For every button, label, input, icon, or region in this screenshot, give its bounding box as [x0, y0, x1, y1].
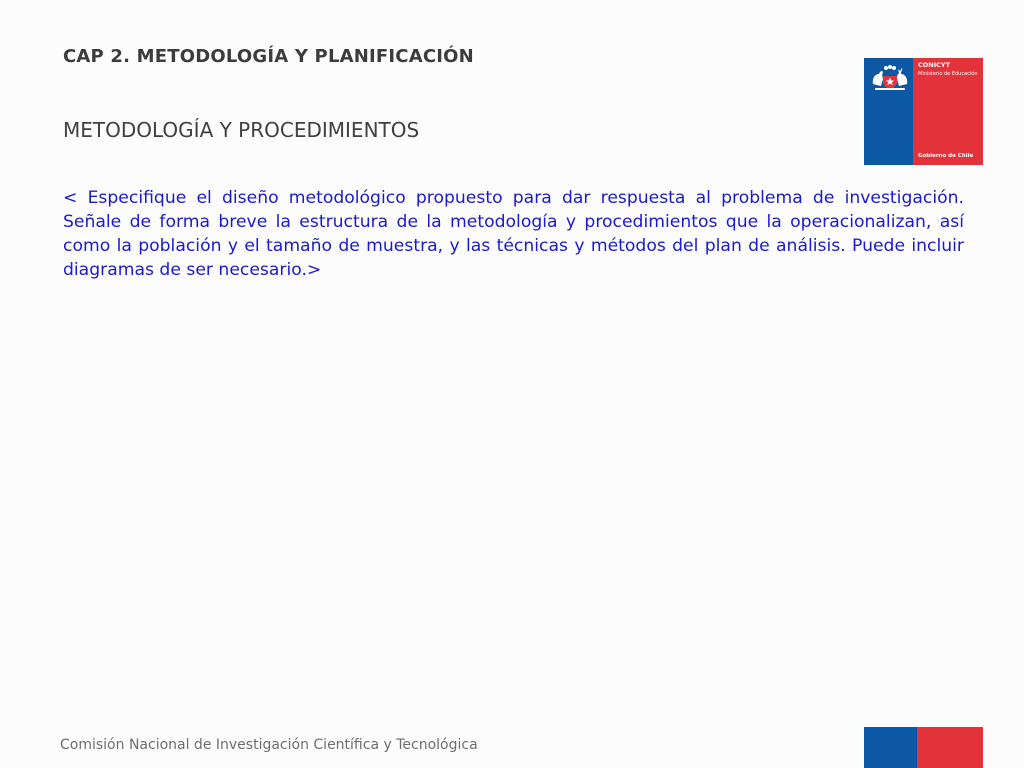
instruction-paragraph: < Especifique el diseño metodológico propuesto para dar respuesta al problema de investigación. Señale de forma breve la estructura de la metodología y procedimientos que la operacionalizan, así como la población y el tamaño de muestra, y las técnicas y métodos del plan de análisis. Puede incluir diagramas de ser necesario.>: [63, 188, 964, 280]
logo-org-name: CONICYT: [918, 61, 951, 69]
chapter-title: CAP 2. METODOLOGÍA Y PLANIFICACIÓN: [63, 46, 474, 67]
conicyt-logo: [864, 58, 983, 165]
footer-flag: [864, 727, 983, 768]
footer-text: Comisión Nacional de Investigación Científica y Tecnológica: [60, 737, 478, 753]
footer-flag-red: [917, 727, 983, 768]
logo-ministry: Ministerio de Educación: [918, 71, 978, 77]
logo-government: Gobierno de Chile: [918, 153, 974, 159]
footer-flag-blue: [864, 727, 917, 768]
section-title: METODOLOGÍA Y PROCEDIMIENTOS: [63, 118, 420, 142]
chile-coat-of-arms-icon: [867, 62, 913, 92]
